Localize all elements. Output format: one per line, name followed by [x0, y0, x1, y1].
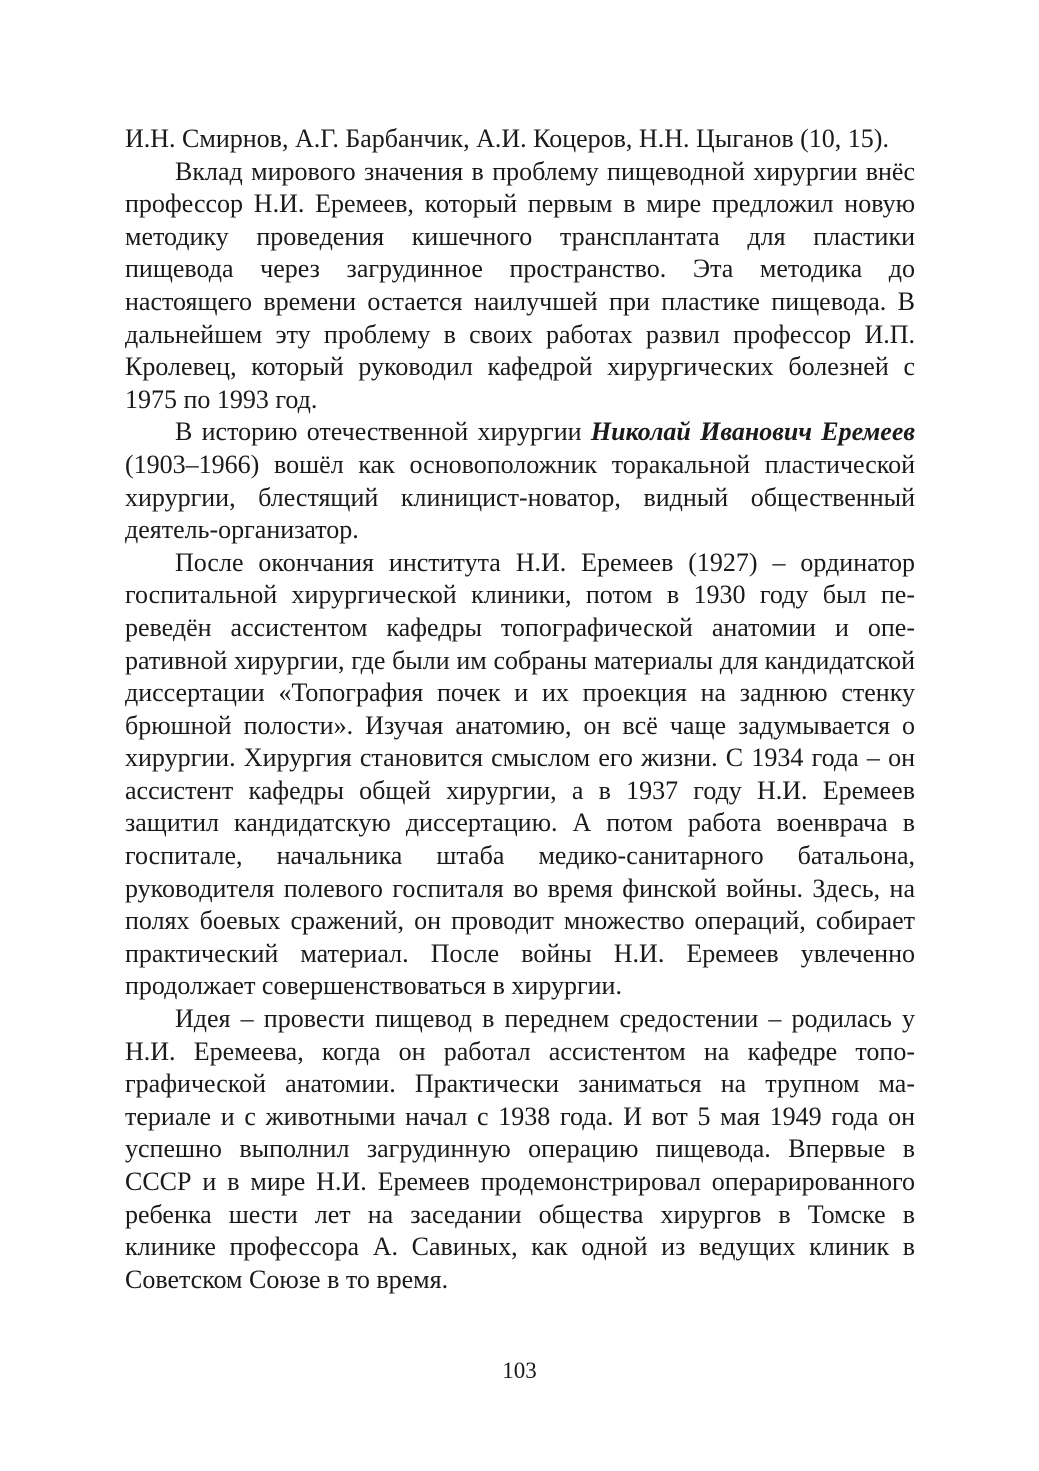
paragraph-eremeev-intro [125, 416, 915, 546]
page-body [125, 123, 915, 1296]
person-name-emphasis: Николай Иванович Еремеев [590, 417, 916, 447]
page-number: 103 [502, 1358, 537, 1383]
paragraph-idea: Идея – провести пищевод в переднем средостении – родилась у Н.И. Еремеева, когда он работал ассистентом на кафедре топографической анатомии. Практически заниматься на трупном материале и с животными начал с 1938 года. И вот 5 мая 1949 года он успешно выполнил загрудинную операцию пищевода. Впервые в СССР и в мире Н.И. Еремеев продемонстрировал операрированного ребенка шести лет на заседании общества хирургов в Томске в клинике профессора А. Савиных, как одной из ведущих клиник в Советском Союзе в то время. [125, 1004, 915, 1294]
paragraph-career: После окончания института Н.И. Еремеев (1927) – ординатор госпитальной хирургической клиники, потом в 1930 году был переведён ассистентом кафедры топографической анатомии и оперативной хирургии, где были им собраны материалы для кандидатской диссертации «Топография почек и их проекция на заднюю стенку брюшной полости». Изучая анатомию, он всё чаще задумывается о хирургии. Хирургия становится смыслом его жизни. С 1934 года – он ассистент кафедры общей хирургии, а в 1937 году Н.И. Еремеев защитил кандидатскую диссертацию. А потом работа военврача в госпитале, начальника штаба медико-санитарного батальона, руководителя полевого госпиталя во время финской войны. Здесь, на полях боевых сражений, он проводит множество операций, собирает практический материал. После войны Н.И. Еремеев увлеченно продолжает совершенствоваться в хирургии. [125, 547, 915, 1001]
paragraph-eremeev-intro-after: (1903–1966) вошёл как основоположник торакальной пластической хирургии, блестящий клиницист-новатор, видный общественный деятель-организатор. [125, 449, 915, 545]
paragraph-contribution: Вклад мирового значения в проблему пищеводной хирургии внёс профессор Н.И. Еремеев, который первым в мире предложил новую методику проведения кишечного трансплантата для пластики пищевода через загрудинное пространство. Эта методика до настоящего времени остается наилучшей при пластике пищевода. В дальнейшем эту проблему в своих работах развил профессор И.П. Кролевец, который руководил кафедрой хирургических болезней с 1975 по 1993 год. [125, 156, 915, 414]
paragraph-continuation: И.Н. Смирнов, А.Г. Барбанчик, А.И. Коцеров, Н.Н. Цыганов (10, 15). [125, 124, 889, 153]
paragraph-eremeev-intro-before: В историю отечественной хирургии [175, 417, 591, 447]
